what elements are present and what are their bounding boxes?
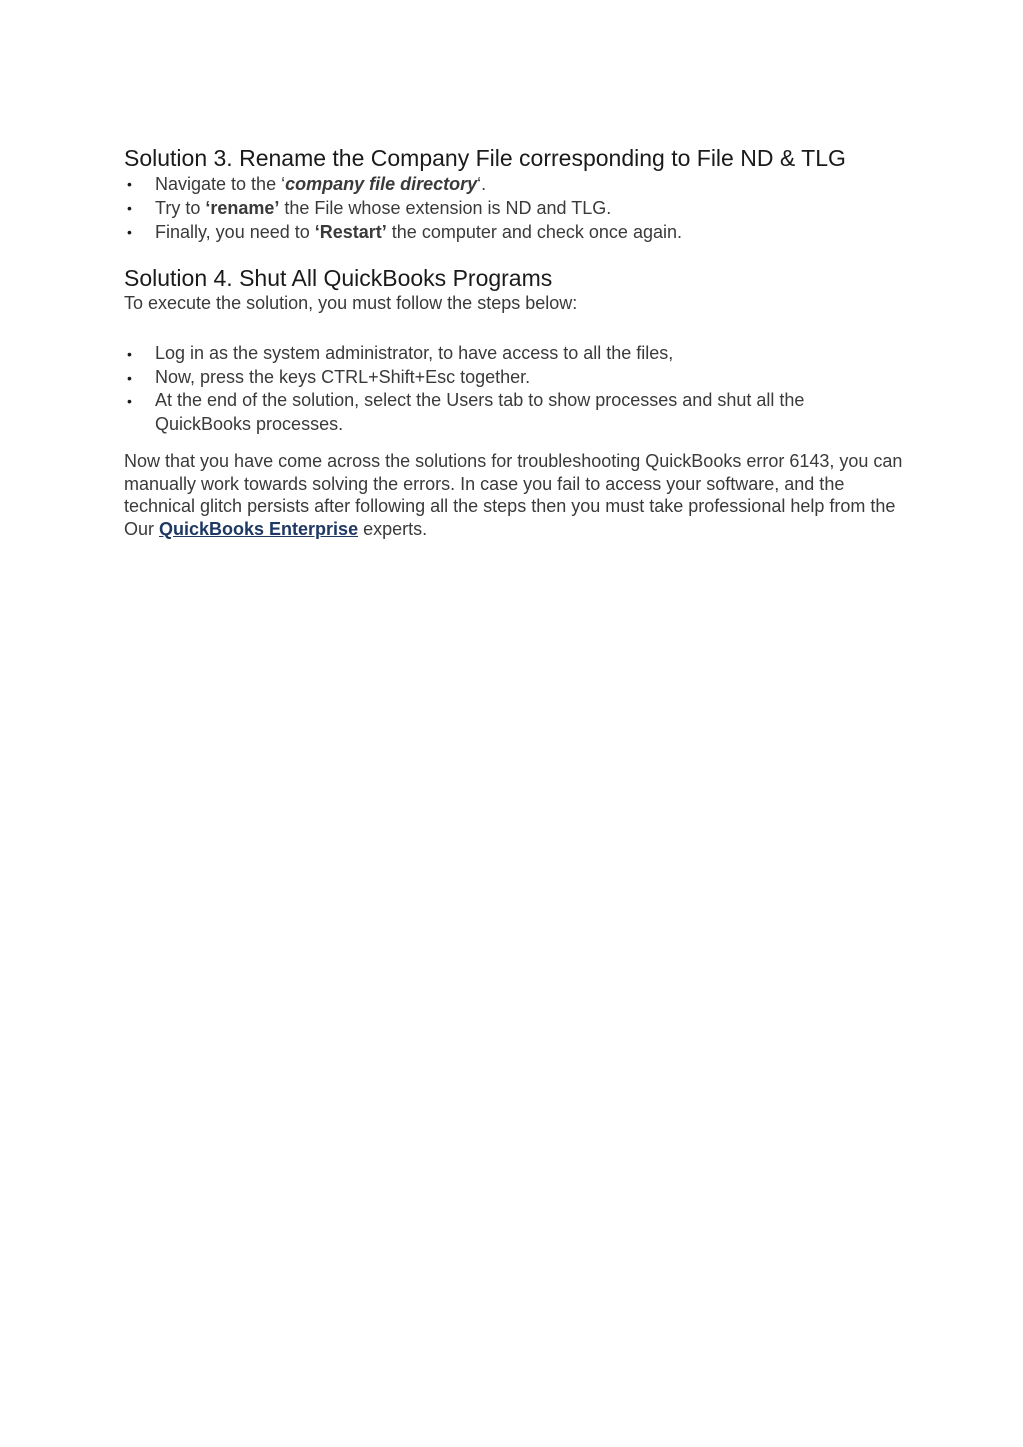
quickbooks-enterprise-link[interactable]: QuickBooks Enterprise — [159, 518, 359, 539]
list-item — [124, 342, 904, 366]
step-text: Try to — [155, 198, 206, 218]
list-item — [124, 220, 904, 244]
list-item — [124, 366, 904, 390]
step-text: ‘. — [477, 174, 487, 194]
conclusion-paragraph — [124, 450, 904, 540]
step-text: the File whose extension is ND and TLG. — [279, 198, 612, 218]
bullet-icon: • — [127, 176, 132, 192]
step-text: Finally, you need to — [155, 222, 315, 242]
bullet-icon: • — [127, 200, 132, 216]
list-item — [124, 389, 904, 436]
step-text: At the end of the solution, select the Users tab to show processes and shut all the QuickBooks processes. — [155, 390, 805, 434]
conclusion-text-end: experts. — [358, 518, 428, 539]
step-emphasis: ‘rename’ — [205, 198, 280, 218]
document-page — [124, 144, 904, 540]
step-text: the computer and check once again. — [386, 222, 682, 242]
bullet-icon: • — [127, 224, 132, 240]
step-emphasis: ‘Restart’ — [314, 222, 387, 242]
list-item — [124, 172, 904, 196]
bullet-icon: • — [127, 369, 132, 386]
solution-4-heading: Solution 4. Shut All QuickBooks Programs — [124, 265, 553, 291]
solution-3-heading: Solution 3. Rename the Company File corresponding to File ND & TLG — [124, 145, 846, 171]
step-text: Log in as the system administrator, to have access to all the files, — [155, 343, 674, 363]
solution-4-steps — [124, 342, 904, 436]
bullet-icon: • — [127, 346, 132, 362]
step-text: Now, press the keys CTRL+Shift+Esc together. — [155, 366, 531, 387]
bullet-icon: • — [127, 393, 132, 409]
step-text: Navigate to the ‘ — [155, 174, 286, 194]
conclusion-text: Now that you have come across the solutions for troubleshooting QuickBooks error 6143, you can manually work towards solving the errors. In case you fail to access your software, and the technical glitch persists after following all the steps then you must take professional help from the Our — [124, 451, 903, 539]
step-emphasis: company file directory — [285, 174, 478, 194]
solution-4-intro: To execute the solution, you must follow the steps below: — [124, 293, 578, 313]
list-item — [124, 196, 904, 220]
solution-3-steps — [124, 172, 904, 244]
